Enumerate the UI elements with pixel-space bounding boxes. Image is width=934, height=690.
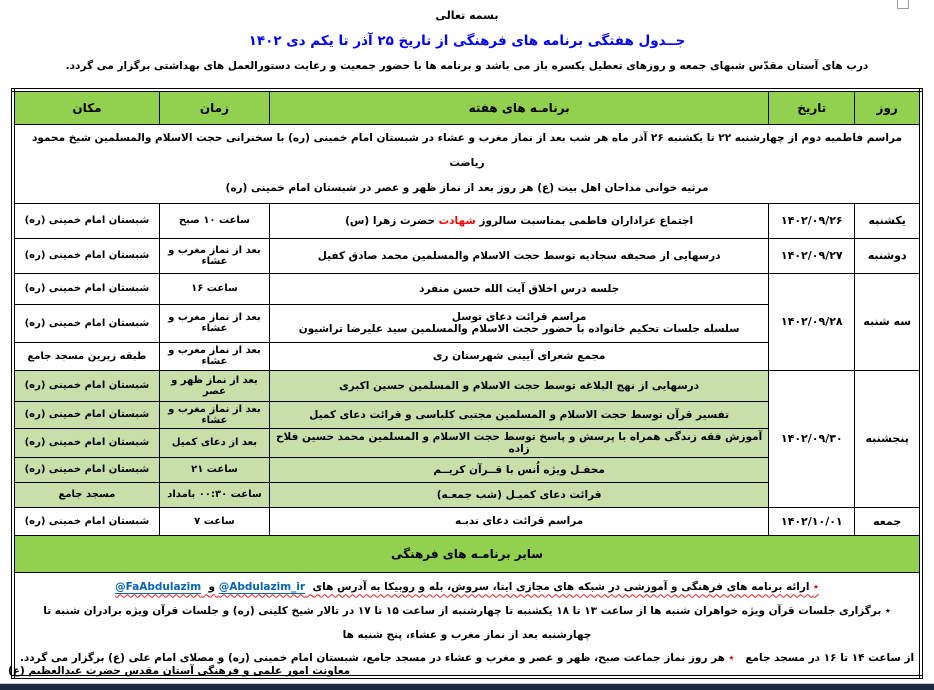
program-text: اجتماع عزاداران فاطمی بمناسبت سالروز <box>479 214 694 227</box>
program-cell: جلسه درس اخلاق آیت الله حسن منفرد <box>270 273 769 304</box>
location-cell: شبستان امام خمینی (ره) <box>13 273 159 304</box>
notice-line-1: مراسم فاطمیه دوم از چهارشنبه ۲۲ تا یکشنبه ۲۶ آذر ماه هر شب بعد از نماز مغرب و عشاء در شبستان امام خمینی (ره) با سخنرانی حجت الاسلام والمسلمین شیخ محمود ریاضت <box>31 132 902 170</box>
column-header-date: تاریخ <box>769 90 855 125</box>
other-programs-banner-row <box>13 535 921 572</box>
day-cell: یکشنبه <box>855 203 921 238</box>
location-cell: شبستان امام خمینی (ره) <box>13 203 159 238</box>
table-row-friday <box>13 507 921 535</box>
time-cell: بعد از نماز مغرب و عشاء <box>159 238 269 273</box>
page-title: جــدول هفتگی برنامه های فرهنگی از تاریخ ۲۵ آذر تا یکم دی ۱۴۰۲ <box>248 33 686 49</box>
program-cell: مراسم قرائت دعای ندبـه <box>270 507 769 535</box>
note-text: ارائه برنامه های فرهنگی و آموزشی در شبکه های مجازی ایتا، سروش، بله و روبیکا به آدرس های <box>312 581 810 594</box>
program-cell <box>270 304 769 342</box>
page-subtitle: درب های آستان مقدّس شبهای جمعه و روزهای تعطیل یکسره باز می باشد و برنامه ها با حضور جمعیت و رعایت دستورالعمل های بهداشتی برگزار می گردد. <box>65 60 869 72</box>
time-cell: بعد از نماز مغرب و عشاء <box>159 401 269 428</box>
program-cell: قرائت دعای کمیـل (شب جمعـه) <box>270 482 769 507</box>
location-cell: مسجد جامع <box>13 482 159 507</box>
column-header-program: برنامـه های هفته <box>270 90 769 125</box>
social-handle-link-1[interactable]: @Abdulazim_ir <box>218 581 306 594</box>
social-handle-link-2[interactable]: @FaAbdulazim <box>115 581 202 594</box>
table-header-row <box>13 90 921 125</box>
bismillah-text: بسمه تعالی <box>435 9 499 22</box>
location-cell: طبقه زیرین مسجد جامع <box>13 342 159 370</box>
department-signature: معاونت امور علمی و فرهنگی آستان مقدس حضرت عبدالعظیم (ع) <box>8 665 351 677</box>
time-cell: بعد از دعای کمیل <box>159 428 269 457</box>
date-cell: ۱۴۰۲/۱۰/۰۱ <box>769 507 855 535</box>
program-text: حضرت زهرا (س) <box>345 214 435 227</box>
column-header-location: مکان <box>13 90 159 125</box>
program-cell: تفسیر قرآن توسط حجت الاسلام و المسلمین مجتبی کلباسی و قرائت دعای کمیل <box>270 401 769 428</box>
time-cell: ساعت ۱۶ <box>159 273 269 304</box>
asterisk-icon: ٭ <box>728 652 735 665</box>
time-cell: ساعت ۷ <box>159 507 269 535</box>
note-text: از ساعت ۱۴ تا ۱۶ در مسجد جامع <box>745 652 915 665</box>
column-header-time: زمان <box>159 90 269 125</box>
table-row-thursday-1 <box>13 370 921 401</box>
schedule-table-wrapper <box>11 88 923 679</box>
table-row-tuesday-1 <box>13 273 921 304</box>
program-cell: درسهایی از صحیفه سجادیه توسط حجت الاسلام والمسلمین محمد صادق کفیل <box>270 238 769 273</box>
note-text: هر روز نماز جماعت صبح، ظهر و عصر و مغرب و عشاء در مسجد جامع، شبستان امام خمینی (ره) و مصلای امام علی (ع) برگزار می گردد. <box>19 652 725 665</box>
program-cell: مجمع شعرای آیینی شهرستان ری <box>270 342 769 370</box>
program-cell: درسهایی از نهج البلاغه توسط حجت الاسلام و المسلمین حسین اکبری <box>270 370 769 401</box>
program-line-2: سلسله جلسات تحکیم خانواده با حضور حجت الاسلام والمسلمین سید علیرضا تراشیون <box>298 323 740 336</box>
time-cell: ساعت ۱۰ صبح <box>159 203 269 238</box>
time-cell: ساعت ۰۰:۳۰ بامداد <box>159 482 269 507</box>
checkbox-icon[interactable] <box>897 0 909 9</box>
day-cell: جمعه <box>855 507 921 535</box>
location-cell: شبستان امام خمینی (ره) <box>13 507 159 535</box>
other-programs-banner: سایر برنامـه های فرهنگی <box>13 535 921 572</box>
table-row-monday <box>13 238 921 273</box>
notice-line-2: مرثیه خوانی مداحان اهل بیت (ع) هر روز بعد از نماز ظهر و عصر در شبستان امام خمینی (ره) <box>225 182 709 195</box>
note-line-quran-sessions: ٭ برگزاری جلسات قرآن ویژه خواهران شنبه ها از ساعت ۱۳ تا ۱۸ یکشنبه تا چهارشنبه از ساعت ۱۵ تا ۱۷ در تالار شیخ کلینی (ره) و جلسات قرآن ویژه برادران شنبه تا چهارشنبه بعد از نماز مغرب و عشاء، پنج شنبه ها <box>43 604 891 641</box>
day-cell: دوشنبه <box>855 238 921 273</box>
date-cell: ۱۴۰۲/۰۹/۳۰ <box>769 370 855 507</box>
window-bottom-bar <box>0 683 934 690</box>
program-cell: محفـل ویژه اُنس با قــرآن کریــم <box>270 457 769 482</box>
notes-cell <box>13 572 921 677</box>
location-cell: شبستان امام خمینی (ره) <box>13 370 159 401</box>
date-cell: ۱۴۰۲/۰۹/۲۸ <box>769 273 855 370</box>
program-cell <box>270 203 769 238</box>
location-cell: شبستان امام خمینی (ره) <box>13 304 159 342</box>
note-line-social <box>18 576 916 600</box>
schedule-table <box>11 88 923 679</box>
day-cell: پنجشنبه <box>855 370 921 507</box>
program-highlight: شهادت <box>438 214 476 227</box>
day-cell: سه شنبه <box>855 273 921 370</box>
date-cell: ۱۴۰۲/۰۹/۲۷ <box>769 238 855 273</box>
fatemieh-notice-cell <box>13 125 921 204</box>
time-cell: بعد از نماز ظهر و عصر <box>159 370 269 401</box>
program-cell: آموزش فقه زندگی همراه با پرسش و پاسخ توسط حجت الاسلام و المسلمین محمد حسین فلاح زاده <box>270 428 769 457</box>
note-conjunction: و <box>208 581 216 594</box>
location-cell: شبستان امام خمینی (ره) <box>13 428 159 457</box>
time-cell: ساعت ۲۱ <box>159 457 269 482</box>
location-cell: شبستان امام خمینی (ره) <box>13 401 159 428</box>
location-cell: شبستان امام خمینی (ره) <box>13 238 159 273</box>
asterisk-icon: ٭ <box>813 581 819 594</box>
fatemieh-notice-row <box>13 125 921 204</box>
program-line-1: مراسم قرائت دعای توسل <box>451 311 587 324</box>
time-cell: بعد از نماز مغرب و عشاء <box>159 342 269 370</box>
table-row-sunday <box>13 203 921 238</box>
notes-row <box>13 572 921 677</box>
column-header-day: روز <box>855 90 921 125</box>
time-cell: بعد از نماز مغرب و عشاء <box>159 304 269 342</box>
document-header <box>0 0 934 72</box>
location-cell: شبستان امام خمینی (ره) <box>13 457 159 482</box>
date-cell: ۱۴۰۲/۰۹/۲۶ <box>769 203 855 238</box>
